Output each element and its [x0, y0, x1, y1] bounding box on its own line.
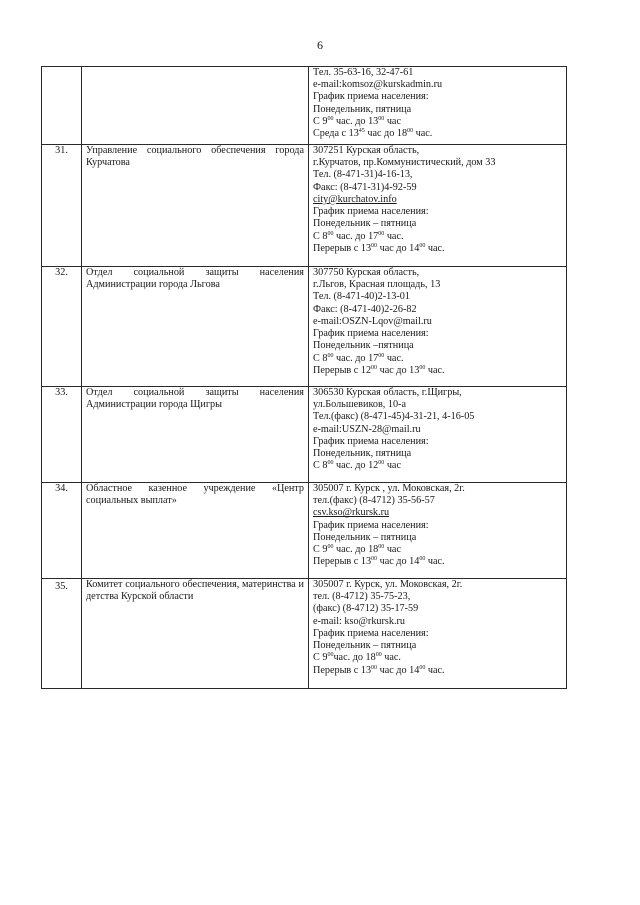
table-row [42, 145, 567, 267]
phone-line: Тел. 35-63-16, 32-47-61 [313, 67, 414, 78]
table-row [42, 67, 567, 145]
email-link[interactable]: csv.kso@rkursk.ru [313, 507, 390, 519]
schedule-days: Понедельник, пятница [313, 448, 412, 460]
phone-line: Тел. (8-471-40)2-13-01 [313, 291, 410, 303]
table-row [42, 579, 567, 689]
address-line: ул.Большевиков, 10-а [313, 399, 406, 411]
hours-line: С $8^{00}$ час. до $17^{00}$ час. [313, 352, 404, 364]
fax-line: (факс) (8-4712) 35-17-59 [313, 603, 419, 615]
row-number: 31. [42, 145, 82, 267]
email-link[interactable]: city@kurchatov.info [313, 193, 397, 205]
hours-line: С $9^{00}$ час. до $18^{00}$ час [313, 544, 401, 556]
table-row [42, 483, 567, 579]
hours-line: С $9^{00}час$. до $18^{00}$ час. [313, 652, 401, 664]
hours-line: С $9^{00}$ час. до $13^{00}$ час [313, 115, 401, 127]
address-line: 306530 Курская область, г.Щигры, [313, 387, 462, 398]
address-line: 305007 г. Курск, ул. Моковская, 2г. [313, 579, 463, 590]
institutions-table [41, 66, 567, 689]
hours-line: Перерыв с $13^{00}$ час до $14^{00}$ час. [313, 242, 445, 254]
address-line: 307251 Курская область, [313, 145, 420, 156]
address-line: г.Льгов, Красная площадь, 13 [313, 279, 441, 291]
phone-line: тел.(факс) (8-4712) 35-56-57 [313, 495, 435, 507]
hours-line: Перерыв с $13^{00}$ час до $14^{00}$ час. [313, 556, 445, 568]
row-number: 34. [42, 483, 82, 579]
email-line: e-mail:USZN-28@mail.ru [313, 423, 421, 435]
schedule-label: График приема населения: [313, 435, 429, 447]
table-row [42, 267, 567, 387]
email-line: e-mail: kso@rkursk.ru [313, 615, 405, 627]
contact-info [309, 67, 567, 145]
contact-info [309, 145, 567, 267]
schedule-days: Понедельник – пятница [313, 640, 417, 652]
schedule-days: Понедельник – пятница [313, 218, 417, 230]
hours-line: Среда с $13^{45}$ час до $18^{00}$ час. [313, 128, 433, 140]
row-number: 32. [42, 267, 82, 387]
phone-line: Тел. (8-471-31)4-16-13, [313, 169, 413, 181]
row-number: 33. [42, 387, 82, 483]
table-row [42, 387, 567, 483]
contact-info [309, 387, 567, 483]
address-line: 307750 Курская область, [313, 267, 420, 278]
fax-line: Факс: (8-471-40)2-26-82 [313, 303, 417, 315]
schedule-label: График приема населения: [313, 91, 429, 103]
phone-line: тел. (8-4712) 35-75-23, [313, 591, 411, 603]
schedule-days: Понедельник – пятница [313, 531, 417, 543]
page-number: 6 [317, 38, 323, 52]
schedule-label: График приема населения: [313, 206, 429, 218]
email-line: e-mail:komsoz@kurskadmin.ru [313, 79, 443, 91]
hours-line: С $8^{00}$ час. до $17^{00}$ час. [313, 230, 404, 242]
schedule-days: Понедельник –пятница [313, 340, 414, 352]
institution-name: Комитет социального обеспечения, материнства и детства Курской области [82, 579, 309, 689]
address-line: г.Курчатов, пр.Коммунистический, дом 33 [313, 157, 496, 169]
institution-name [82, 67, 309, 145]
email-line: e-mail:OSZN-Lqov@mail.ru [313, 315, 432, 327]
contact-info [309, 579, 567, 689]
institution-name: Отдел социальной защиты населения Администрации города Льгова [82, 267, 309, 387]
schedule-label: График приема населения: [313, 328, 429, 340]
institution-name: Отдел социальной защиты населения Администрации города Щигры [82, 387, 309, 483]
institution-name: Управление социального обеспечения города Курчатова [82, 145, 309, 267]
row-number [42, 67, 82, 145]
fax-line: Факс: (8-471-31)4-92-59 [313, 181, 417, 193]
contact-info [309, 483, 567, 579]
schedule-label: График приема населения: [313, 519, 429, 531]
institution-name: Областное казенное учреждение «Центр социальных выплат» [82, 483, 309, 579]
contact-info [309, 267, 567, 387]
schedule-days: Понедельник, пятница [313, 103, 412, 115]
row-number: 35. [42, 579, 82, 689]
schedule-label: График приема населения: [313, 627, 429, 639]
hours-line: С $8^{00}$ час. до $12^{00}$ час [313, 460, 401, 472]
hours-line: Перерыв с $13^{00}$ час до $14^{00}$ час. [313, 664, 445, 676]
hours-line: Перерыв с $12^{00}$ час до $13^{00}$ час. [313, 364, 445, 376]
phone-line: Тел.(факс) (8-471-45)4-31-21, 4-16-05 [313, 411, 475, 423]
address-line: 305007 г. Курск , ул. Моковская, 2г. [313, 483, 465, 494]
